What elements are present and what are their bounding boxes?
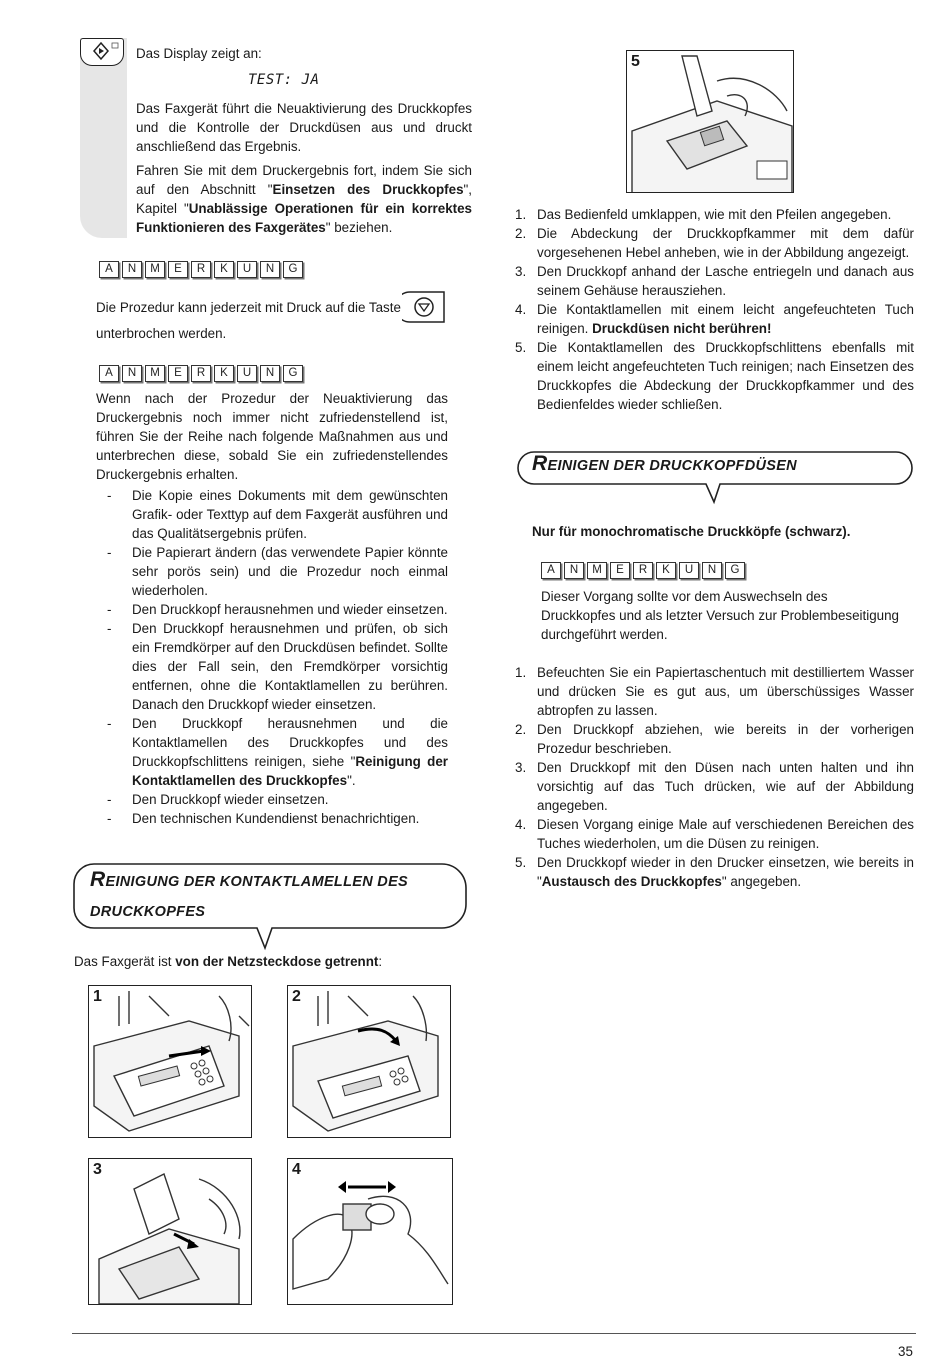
note-letter: E xyxy=(610,562,630,579)
figure-number: 3 xyxy=(93,1161,102,1178)
title-text: EINIGUNG DER KONTAKTLAMELLEN DES xyxy=(105,874,409,890)
note-letter: N xyxy=(702,562,722,579)
measures-list xyxy=(96,486,448,828)
bullet: - xyxy=(107,621,112,636)
link-insert-printhead: Einsetzen des Druckkopfes xyxy=(272,182,464,197)
bullet: - xyxy=(107,545,112,560)
text: ", Kapitel " xyxy=(136,182,472,216)
list-item: Den Druckkopf herausnehmen und wieder einsetzen. xyxy=(132,602,448,617)
link-cleaning-contacts: Reinigung der Kontaktlamellen des Druckkopfes xyxy=(132,754,449,788)
section1-intro xyxy=(74,952,382,971)
note-letter: N xyxy=(260,365,280,382)
link-chapter-operations: Unablässige Operationen für ein korrektes Funktionieren des Faxgerätes xyxy=(136,201,472,235)
step-number: 3. xyxy=(515,760,527,775)
figure-number: 4 xyxy=(292,1161,301,1178)
fax-panel-illustration xyxy=(288,986,451,1138)
note-letter: A xyxy=(99,365,119,382)
nozzle-steps xyxy=(515,663,914,891)
list-item: Befeuchten Sie ein Papiertaschentuch mit destilliertem Wasser und drücken Sie es gut aus, um überschüssiges Wasser abtropfen zu lassen. xyxy=(537,665,914,718)
list-item: Den Druckkopf mit den Düsen nach unten halten und ihn vorsichtig auf das Tuch drücken, wie auf der Abbildung angegeben. xyxy=(537,760,914,813)
figure-number: 5 xyxy=(631,53,640,70)
section2-note: Dieser Vorgang sollte vor dem Auswechseln des Druckkopfes und als letzter Versuch zur Problembeseitigung durchgeführt werden. xyxy=(541,589,900,642)
list-item xyxy=(537,853,914,891)
note-letter: M xyxy=(145,261,165,278)
note-letter: K xyxy=(214,365,234,382)
text: Das Faxgerät ist xyxy=(74,954,176,969)
title-text: EINIGEN DER DRUCKKOPFDÜSEN xyxy=(547,458,797,474)
figure-number: 2 xyxy=(292,988,301,1005)
step-number: 3. xyxy=(515,264,527,279)
printhead-release-illustration xyxy=(89,1159,252,1305)
contacts-steps xyxy=(515,205,914,414)
list-item: Die Kopie eines Dokuments mit dem gewünschten Grafik- oder Texttyp auf dem Faxgerät ausführen und das Qualitätsergebnis prüfen. xyxy=(132,488,448,541)
note-letter: N xyxy=(122,365,142,382)
bullet: - xyxy=(107,602,112,617)
carriage-cleaning-illustration xyxy=(627,51,794,193)
note2-intro: Wenn nach der Prozedur der Neuaktivierung das Druckergebnis noch immer nicht zufriedenstellend ist, führen Sie der Reihe nach folgende Maßnahmen aus und unterbrechen diese, sobald Sie ein zufriedenstellendes Druckergebnis erhalten. xyxy=(96,391,448,482)
note-letter: A xyxy=(99,261,119,278)
list-item xyxy=(132,714,448,790)
step-number: 1. xyxy=(515,207,527,222)
note-letter: G xyxy=(283,261,303,278)
text: ". xyxy=(347,773,356,788)
step-number: 4. xyxy=(515,302,527,317)
figure-number: 1 xyxy=(93,988,102,1005)
bullet: - xyxy=(107,792,112,807)
list-item xyxy=(537,300,914,338)
figure-1 xyxy=(88,985,252,1138)
bullet: - xyxy=(107,716,112,731)
note-label xyxy=(541,562,745,579)
figure-3 xyxy=(88,1158,252,1305)
note-letter: K xyxy=(214,261,234,278)
figure-5 xyxy=(626,50,794,193)
note-letter: N xyxy=(564,562,584,579)
note-letter: R xyxy=(633,562,653,579)
warning: Druckdüsen nicht berühren! xyxy=(592,321,772,336)
text: : xyxy=(378,954,383,969)
note-letter: U xyxy=(237,261,257,278)
section2-subtitle: Nur für monochromatische Druckköpfe (schwarz). xyxy=(532,524,851,539)
sidebar-shade xyxy=(80,38,127,238)
text: Fahren Sie mit dem Druckergebnis fort, indem Sie sich auf den Abschnitt " xyxy=(136,163,472,197)
cleaning-contacts-illustration xyxy=(288,1159,453,1305)
note-letter: E xyxy=(168,261,188,278)
text: " angegeben. xyxy=(721,874,802,889)
fax-panel-illustration xyxy=(89,986,252,1138)
text: Den Druckkopf herausnehmen und die Kontaktlamellen des Druckkopfes und des Druckkopfschlittens reinigen, siehe " xyxy=(132,716,448,769)
list-item: Die Papierart ändern (das verwendete Papier könnte sehr porös sein) und die Prozedur noch einmal wiederholen. xyxy=(132,545,448,598)
note-letter: M xyxy=(145,365,165,382)
note-label xyxy=(99,365,303,382)
step-number: 5. xyxy=(515,340,527,355)
step-number: 5. xyxy=(515,855,527,870)
paragraph-reactivation: Das Faxgerät führt die Neuaktivierung des Druckkopfes und die Kontrolle der Druckdüsen aus und druckt anschließend das Ergebnis. xyxy=(136,101,472,154)
step-number: 1. xyxy=(515,665,527,680)
display-intro: Das Display zeigt an: xyxy=(136,46,262,61)
note-letter: G xyxy=(283,365,303,382)
note-letter: U xyxy=(679,562,699,579)
figure-4 xyxy=(287,1158,453,1305)
stop-key-icon xyxy=(402,290,446,324)
list-item: Den Druckkopf abziehen, wie bereits in der vorherigen Prozedur beschrieben. xyxy=(537,722,914,756)
bullet: - xyxy=(107,811,112,826)
note-letter: K xyxy=(656,562,676,579)
note1-text-b: unterbrochen werden. xyxy=(96,326,227,341)
title-capital: R xyxy=(90,868,106,891)
page-number: 35 xyxy=(898,1344,913,1359)
note-letter: A xyxy=(541,562,561,579)
list-item: Den technischen Kundendienst benachrichtigen. xyxy=(132,811,420,826)
paragraph-continue xyxy=(136,161,472,237)
section-title-contacts xyxy=(90,868,408,892)
note-letter: U xyxy=(237,365,257,382)
figure-2 xyxy=(287,985,451,1138)
list-item: Den Druckkopf wieder einsetzen. xyxy=(132,792,329,807)
section-title-contacts-line2: DRUCKKOPFES xyxy=(90,904,206,920)
bullet: - xyxy=(107,488,112,503)
note-letter: M xyxy=(587,562,607,579)
link-replace-printhead: Austausch des Druckkopfes xyxy=(541,874,722,889)
note-letter: E xyxy=(168,365,188,382)
note-letter: N xyxy=(260,261,280,278)
list-item: Die Abdeckung der Druckkopfkammer mit dem dafür vorgesehenen Hebel anheben, wie in der Abbildung angezeigt. xyxy=(537,226,914,260)
note-letter: R xyxy=(191,365,211,382)
note1-text-a: Die Prozedur kann jederzeit mit Druck auf die Taste xyxy=(96,300,401,315)
list-item: Die Kontaktlamellen des Druckkopfschlittens ebenfalls mit einem leicht angefeuchteten Tuch reinigen; nach Einsetzen des Druckkopfes die Abdeckung der Druckkopfkammer und des Bedienfeldes wieder schließen. xyxy=(537,340,914,412)
note-letter: G xyxy=(725,562,745,579)
emphasis: von der Netzsteckdose getrennt xyxy=(175,954,379,969)
note-letter: R xyxy=(191,261,211,278)
list-item: Das Bedienfeld umklappen, wie mit den Pfeilen angegeben. xyxy=(537,207,892,222)
display-value: TEST: JA xyxy=(248,72,320,88)
text: " beziehen. xyxy=(325,220,393,235)
text: Die Kontaktlamellen mit einem leicht angefeuchteten Tuch reinigen. xyxy=(537,302,914,336)
text: Den Druckkopf wieder in den Drucker einsetzen, wie bereits in " xyxy=(537,855,914,889)
note-letter: N xyxy=(122,261,142,278)
note-label xyxy=(99,261,303,278)
step-number: 4. xyxy=(515,817,527,832)
title-capital: R xyxy=(532,452,548,475)
list-item: Den Druckkopf herausnehmen und prüfen, ob sich ein Fremdkörper auf den Druckdüsen befindet. Sollte dies der Fall sein, den Fremdkörper vorsichtig entfernen, ohne die Kontaktlamellen zu berühren. Danach den Druckkopf wieder einsetzen. xyxy=(132,621,448,712)
step-number: 2. xyxy=(515,722,527,737)
section-title-nozzles xyxy=(532,452,797,476)
start-key-icon xyxy=(80,38,124,66)
list-item: Den Druckkopf anhand der Lasche entriegeln und danach aus seinem Gehäuse herausziehen. xyxy=(537,264,914,298)
list-item: Diesen Vorgang einige Male auf verschiedenen Bereichen des Tuches wiederholen, um die Düsen zu reinigen. xyxy=(537,817,914,851)
step-number: 2. xyxy=(515,226,527,241)
footer-rule xyxy=(72,1333,916,1334)
